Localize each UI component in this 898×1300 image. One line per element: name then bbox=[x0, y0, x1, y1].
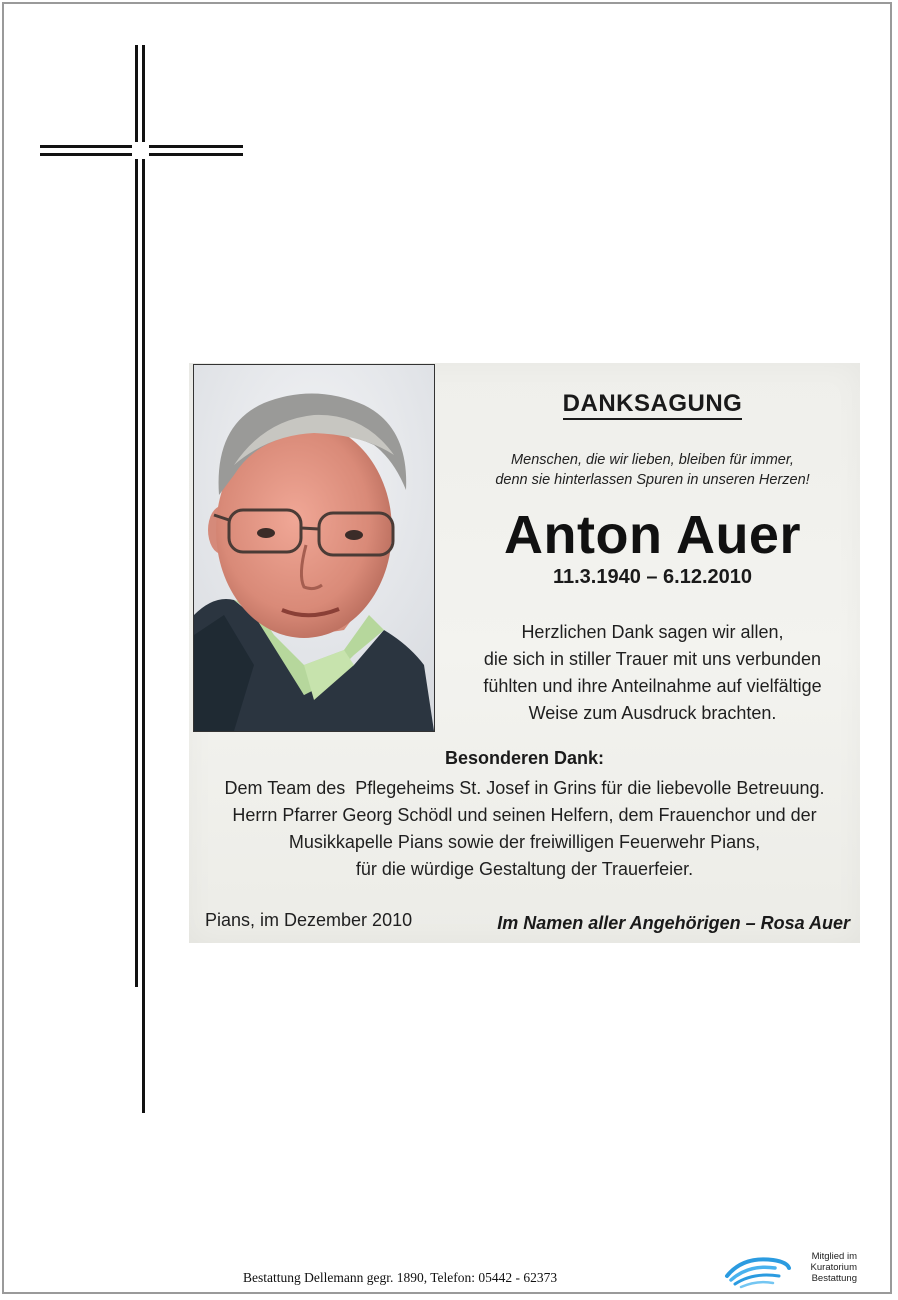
special-line: für die würdige Gestaltung der Trauerfeier. bbox=[355, 859, 694, 879]
special-line: Dem Team des Pflegeheims St. Josef in Grins für die liebevolle Betreuung. bbox=[224, 778, 825, 798]
special-line: Musikkapelle Pians sowie der freiwilligen Feuerwehr Pians, bbox=[288, 832, 761, 852]
heading: DANKSAGUNG bbox=[435, 390, 870, 418]
member-badge bbox=[723, 1250, 863, 1290]
motto-line: Menschen, die wir lieben, bleiben für immer, bbox=[511, 452, 794, 468]
motto bbox=[435, 450, 870, 490]
life-dates: 11.3.1940 – 6.12.2010 bbox=[552, 566, 753, 588]
special-thanks-text bbox=[189, 775, 860, 883]
thanks-line: die sich in stiller Trauer mit uns verbunden bbox=[483, 649, 822, 669]
special-thanks-heading: Besonderen Dank: bbox=[444, 748, 605, 768]
motto-line: denn sie hinterlassen Spuren in unseren Herzen! bbox=[495, 472, 810, 488]
special-line: Herrn Pfarrer Georg Schödl und seinen Helfern, dem Frauenchor und der bbox=[232, 805, 817, 825]
member-line: Mitglied im bbox=[811, 1251, 857, 1262]
portrait-photo bbox=[193, 364, 435, 732]
deceased-name: Anton Auer bbox=[504, 505, 801, 565]
member-line: Kuratorium Bestattung bbox=[810, 1262, 857, 1284]
thanks-line: Herzlichen Dank sagen wir allen, bbox=[521, 622, 784, 642]
signature: Im Namen aller Angehörigen – Rosa Auer bbox=[497, 913, 850, 933]
place-date: Pians, im Dezember 2010 bbox=[205, 910, 413, 930]
thanks-text bbox=[435, 619, 870, 727]
thanks-line: Weise zum Ausdruck brachten. bbox=[528, 703, 777, 723]
thanks-line: fühlten und ihre Anteilnahme auf vielfältige bbox=[483, 676, 822, 696]
footer-funeral-home: Bestattung Dellemann gegr. 1890, Telefon: 05442 - 62373 bbox=[243, 1270, 558, 1285]
